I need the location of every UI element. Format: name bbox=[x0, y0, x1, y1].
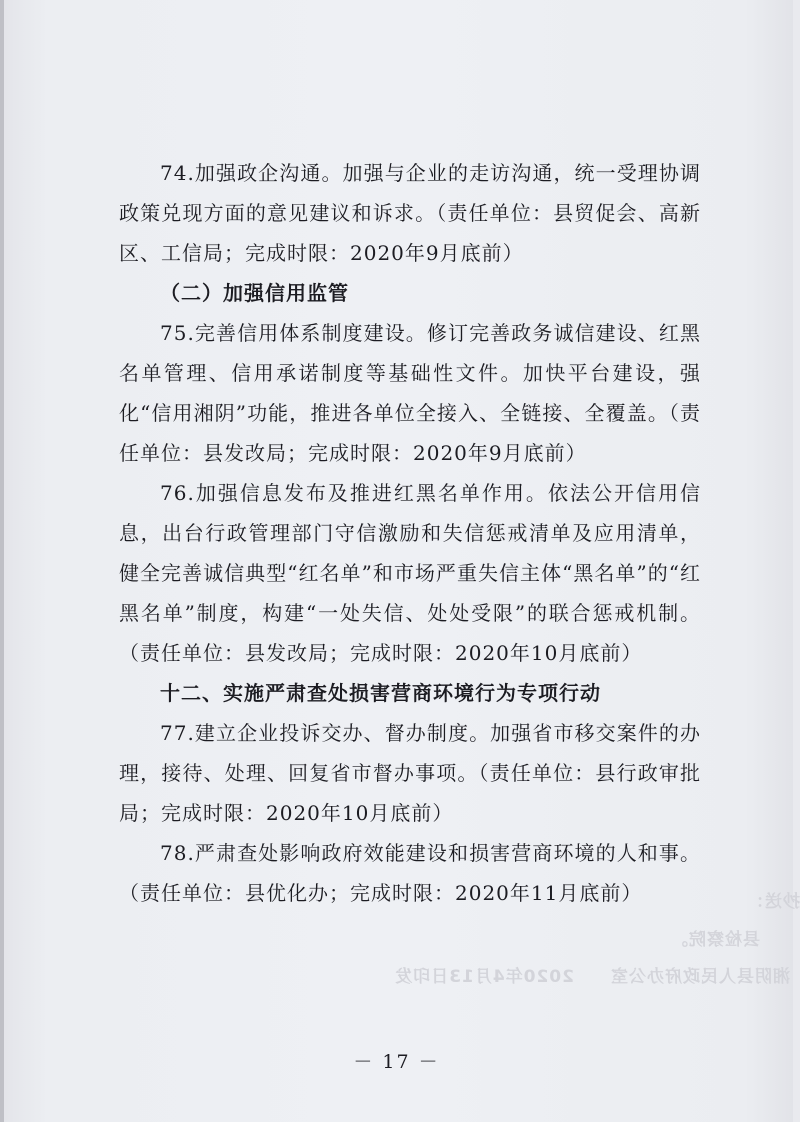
document-body bbox=[119, 153, 701, 913]
bleed-through-text: 抄送： bbox=[746, 892, 800, 912]
section-heading-twelve: 十二、实施严肃查处损害营商环境行为专项行动 bbox=[160, 681, 601, 705]
item-74: 74.加强政企沟通。加强与企业的走访沟通，统一受理协调政策兑现方面的意见建议和诉求。（责任单位：县贸促会、高新区、工信局；完成时限：2020年9月底前） bbox=[119, 161, 701, 265]
bleed-through-text: 湘阴县人民政府办公室 2020年4月13日印发 bbox=[394, 967, 790, 987]
item-78: 78.严肃查处影响政府效能建设和损害营商环境的人和事。（责任单位：县优化办；完成时限：2020年11月底前） bbox=[119, 841, 701, 905]
item-76: 76.加强信息发布及推进红黑名单作用。依法公开信用信息，出台行政管理部门守信激励和失信惩戒清单及应用清单，健全完善诚信典型“红名单”和市场严重失信主体“黑名单”的“红黑名单”制度，构建“一处失信、处处受限”的联合惩戒机制。（责任单位：县发改局；完成时限：2020年10月底前） bbox=[119, 481, 701, 665]
page-edge bbox=[0, 0, 4, 1122]
bleed-through-text: 县检察院。 bbox=[670, 930, 760, 950]
section-heading-credit: （二）加强信用监管 bbox=[160, 281, 349, 305]
item-77: 77.建立企业投诉交办、督办制度。加强省市移交案件的办理，接待、处理、回复省市督办事项。（责任单位：县行政审批局；完成时限：2020年10月底前） bbox=[119, 721, 701, 825]
item-75: 75.完善信用体系制度建设。修订完善政务诚信建设、红黑名单管理、信用承诺制度等基础性文件。加快平台建设，强化“信用湘阴”功能，推进各单位全接入、全链接、全覆盖。（责任单位：县发改局；完成时限：2020年9月底前） bbox=[119, 321, 701, 465]
page-number: － 17 － bbox=[353, 1051, 440, 1073]
